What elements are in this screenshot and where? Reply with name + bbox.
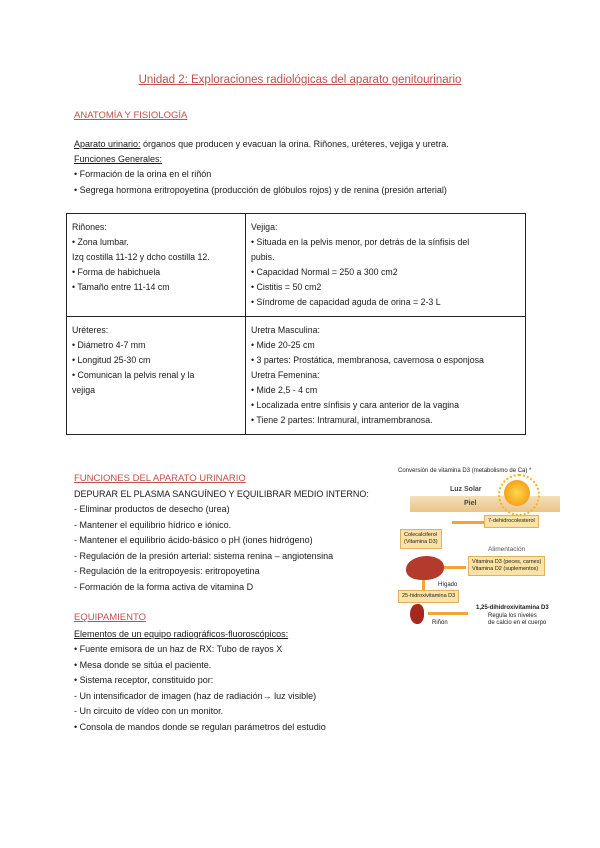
cell-line: • Diámetro 4-7 mm <box>72 340 146 350</box>
hidroxi-box: 25-hidroxivitamina D3 <box>398 590 459 603</box>
cell-line: • Síndrome de capacidad aguda de orina = 2-3 L <box>251 297 441 307</box>
vit-sources-box: Vitamina D3 (peces, carnes) Vitamina D2 (suplementos) <box>468 556 545 576</box>
page-title: Unidad 2: Exploraciones radiológicas del aparato genitourinario <box>138 74 462 86</box>
cell-line: • Tamaño entre 11-14 cm <box>72 282 170 292</box>
dihidroxi-label: 1,25-dihidroxivitamina D3 <box>476 605 549 611</box>
section-heading-anatomia: ANATOMÍA Y FISIOLOGÍA <box>74 110 188 121</box>
cell-title: Riñones: <box>72 222 107 232</box>
funciones-item: - Mantener el equilibrio ácido-básico o pH (iones hidrógeno) <box>74 535 313 545</box>
cell-title: Uréteres: <box>72 325 109 335</box>
funcion-item: • Formación de la orina en el riñón <box>74 169 212 179</box>
arrow <box>444 566 466 569</box>
equipamiento-item: • Consola de mandos donde se regulan parámetros del estudio <box>74 722 326 732</box>
cell-line: • Longitud 25-30 cm <box>72 355 151 365</box>
luz-solar-label: Luz Solar <box>450 486 482 493</box>
cell-line: Izq costilla 11-12 y dcho costilla 12. <box>72 252 210 262</box>
cell-line: • Tiene 2 partes: Intramural, intramembranosa. <box>251 415 433 425</box>
piel-label: Piel <box>464 500 477 507</box>
figure-caption: Conversión de vitamina D3 (metabolismo de Ca) * <box>398 468 532 474</box>
arrow <box>422 580 425 590</box>
funciones-item: - Regulación de la eritropoyesis: eritropoyetina <box>74 566 260 576</box>
cell-line: • Comunican la pelvis renal y la <box>72 370 195 380</box>
dehidro-box: 7-dehidrocolesterol <box>484 515 539 528</box>
cell-line: • Mide 2,5 - 4 cm <box>251 385 318 395</box>
funciones-item: - Eliminar productos de desecho (urea) <box>74 504 230 514</box>
liver-icon <box>406 556 444 580</box>
regula-label: Regula los niveles de calcio en el cuerpo <box>488 613 547 626</box>
cell-line: • 3 partes: Prostática, membranosa, cavernosa o esponjosa <box>251 355 484 365</box>
kidney-icon <box>410 604 424 624</box>
equipamiento-item: • Mesa donde se sitúa el paciente. <box>74 660 212 670</box>
arrow <box>428 612 468 615</box>
cell-line: • Forma de habichuela <box>72 267 161 277</box>
cell-title: Uretra Femenina: <box>251 370 320 380</box>
sun-icon <box>504 480 530 506</box>
rinon-label: Riñón <box>432 620 448 626</box>
funciones-item: - Formación de la forma activa de vitamina D <box>74 582 254 592</box>
aparato-label: Aparato urinario: <box>74 139 141 149</box>
cell-line: • Mide 20-25 cm <box>251 340 315 350</box>
funciones-item: - Regulación de la presión arterial: sistema renina – angiotensina <box>74 551 334 561</box>
equipamiento-item: - Un circuito de vídeo con un monitor. <box>74 706 224 716</box>
cell-title: Uretra Masculina: <box>251 325 320 335</box>
equipamiento-item: • Sistema receptor, constituido por: <box>74 675 214 685</box>
alimentacion-label: Alimentación <box>488 546 526 553</box>
cell-line: • Situada en la pelvis menor, por detrás de la sínfisis del <box>251 237 470 247</box>
aparato-text: órganos que producen y evacuan la orina. Riñones, uréteres, vejiga y uretra. <box>140 139 449 149</box>
higado-label: Hígado <box>438 582 458 588</box>
equipamiento-sub: Elementos de un equipo radiográficos-fluoroscópicos: <box>74 629 289 639</box>
cell-line: • Cistitis = 50 cm2 <box>251 282 322 292</box>
funciones-generales-label: Funciones Generales: <box>74 154 163 164</box>
equipamiento-item: • Fuente emisora de un haz de RX: Tubo de rayos X <box>74 644 283 654</box>
section-heading-equipamiento: EQUIPAMIENTO <box>74 612 146 623</box>
funciones-intro: DEPURAR EL PLASMA SANGUÍNEO Y EQUILIBRAR MEDIO INTERNO: <box>74 489 369 499</box>
anatomy-table <box>66 213 526 435</box>
funciones-item: - Mantener el equilibrio hídrico e iónico. <box>74 520 232 530</box>
cell-line: • Zona lumbar. <box>72 237 129 247</box>
arrow <box>452 521 484 524</box>
cell-uretra <box>246 317 526 435</box>
aparato-urinario-line <box>74 137 449 152</box>
cell-vejiga <box>246 214 526 317</box>
section-heading-funciones: FUNCIONES DEL APARATO URINARIO <box>74 473 246 484</box>
equipamiento-item: - Un intensificador de imagen (haz de radiación→ luz visible) <box>74 691 317 701</box>
vitamin-d-figure <box>392 468 562 643</box>
cell-line: • Localizada entre sínfisis y cara anterior de la vagina <box>251 400 459 410</box>
colecalciferol-box: Colecalciferol (Vitamina D3) <box>400 529 442 549</box>
cell-ureteres <box>67 317 246 435</box>
cell-title: Vejiga: <box>251 222 278 232</box>
cell-line: • Capacidad Normal = 250 a 300 cm2 <box>251 267 398 277</box>
cell-rinones <box>67 214 246 317</box>
funcion-item: • Segrega hormona eritropoyetina (producción de glóbulos rojos) y de renina (presión arterial) <box>74 185 447 195</box>
cell-line: vejiga <box>72 385 95 395</box>
cell-line: pubis. <box>251 252 275 262</box>
